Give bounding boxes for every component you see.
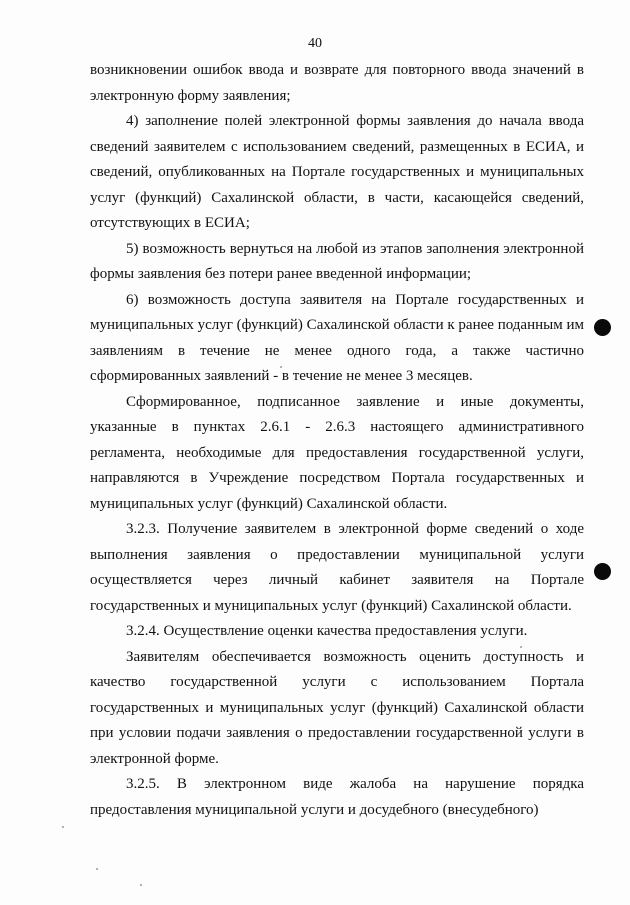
scan-speck bbox=[520, 646, 522, 648]
paragraph-item-6: 6) возможность доступа заявителя на Портале государственных и муниципальных услуг (функций) Сахалинской области к ранее поданным им заявлениям в течение не менее одного года, а также частично сформированных заявлений - в течение не менее 3 месяцев. bbox=[90, 291, 584, 384]
paragraph-3-2-3: 3.2.3. Получение заявителем в электронной форме сведений о ходе выполнения заявления о предоставлении муниципальной услуги осуществляется через личный кабинет заявителя на Портале государственных и муниципальных услуг (функций) Сахалинской области. bbox=[90, 521, 584, 614]
paragraph-quality-assessment: Заявителям обеспечивается возможность оценить доступность и качество государственной услуги с использованием Портала государственных и муниципальных услуг (функций) Сахалинской области при условии подачи заявления о предоставлении государственной услуги в электронной форме. bbox=[90, 648, 584, 767]
scan-speck bbox=[62, 826, 64, 828]
punch-hole-mark bbox=[594, 319, 611, 336]
paragraph-3-2-5: 3.2.5. В электронном виде жалоба на нарушение порядка предоставления муниципальной услуги и досудебного (внесудебного) bbox=[90, 776, 584, 818]
paragraph-submitted-application: Сформированное, подписанное заявление и иные документы, указанные в пунктах 2.6.1 - 2.6.3 настоящего административного регламента, необходимые для предоставления государственной услуги, направляются в Учреждение посредством Портала государственных и муниципальных услуг (функций) Сахалинской области. bbox=[90, 393, 584, 512]
punch-hole-mark bbox=[594, 563, 611, 580]
paragraph-item-4: 4) заполнение полей электронной формы заявления до начала ввода сведений заявителем с использованием сведений, размещенных в ЕСИА, и сведений, опубликованных на Портале государственных и муниципальных услуг (функций) Сахалинской области, в части, касающейся сведений, отсутствующих в ЕСИА; bbox=[90, 113, 584, 231]
paragraph-continuation: возникновении ошибок ввода и возврате для повторного ввода значений в электронную форму заявления; bbox=[90, 62, 584, 104]
paragraph-item-5: 5) возможность вернуться на любой из этапов заполнения электронной формы заявления без потери ранее введенной информации; bbox=[90, 240, 584, 282]
scan-speck bbox=[140, 884, 142, 886]
scan-speck bbox=[280, 366, 282, 368]
document-body bbox=[90, 58, 584, 823]
scan-speck bbox=[96, 868, 98, 870]
page-number: 40 bbox=[308, 36, 322, 51]
paragraph-3-2-4: 3.2.4. Осуществление оценки качества предоставления услуги. bbox=[126, 623, 528, 639]
